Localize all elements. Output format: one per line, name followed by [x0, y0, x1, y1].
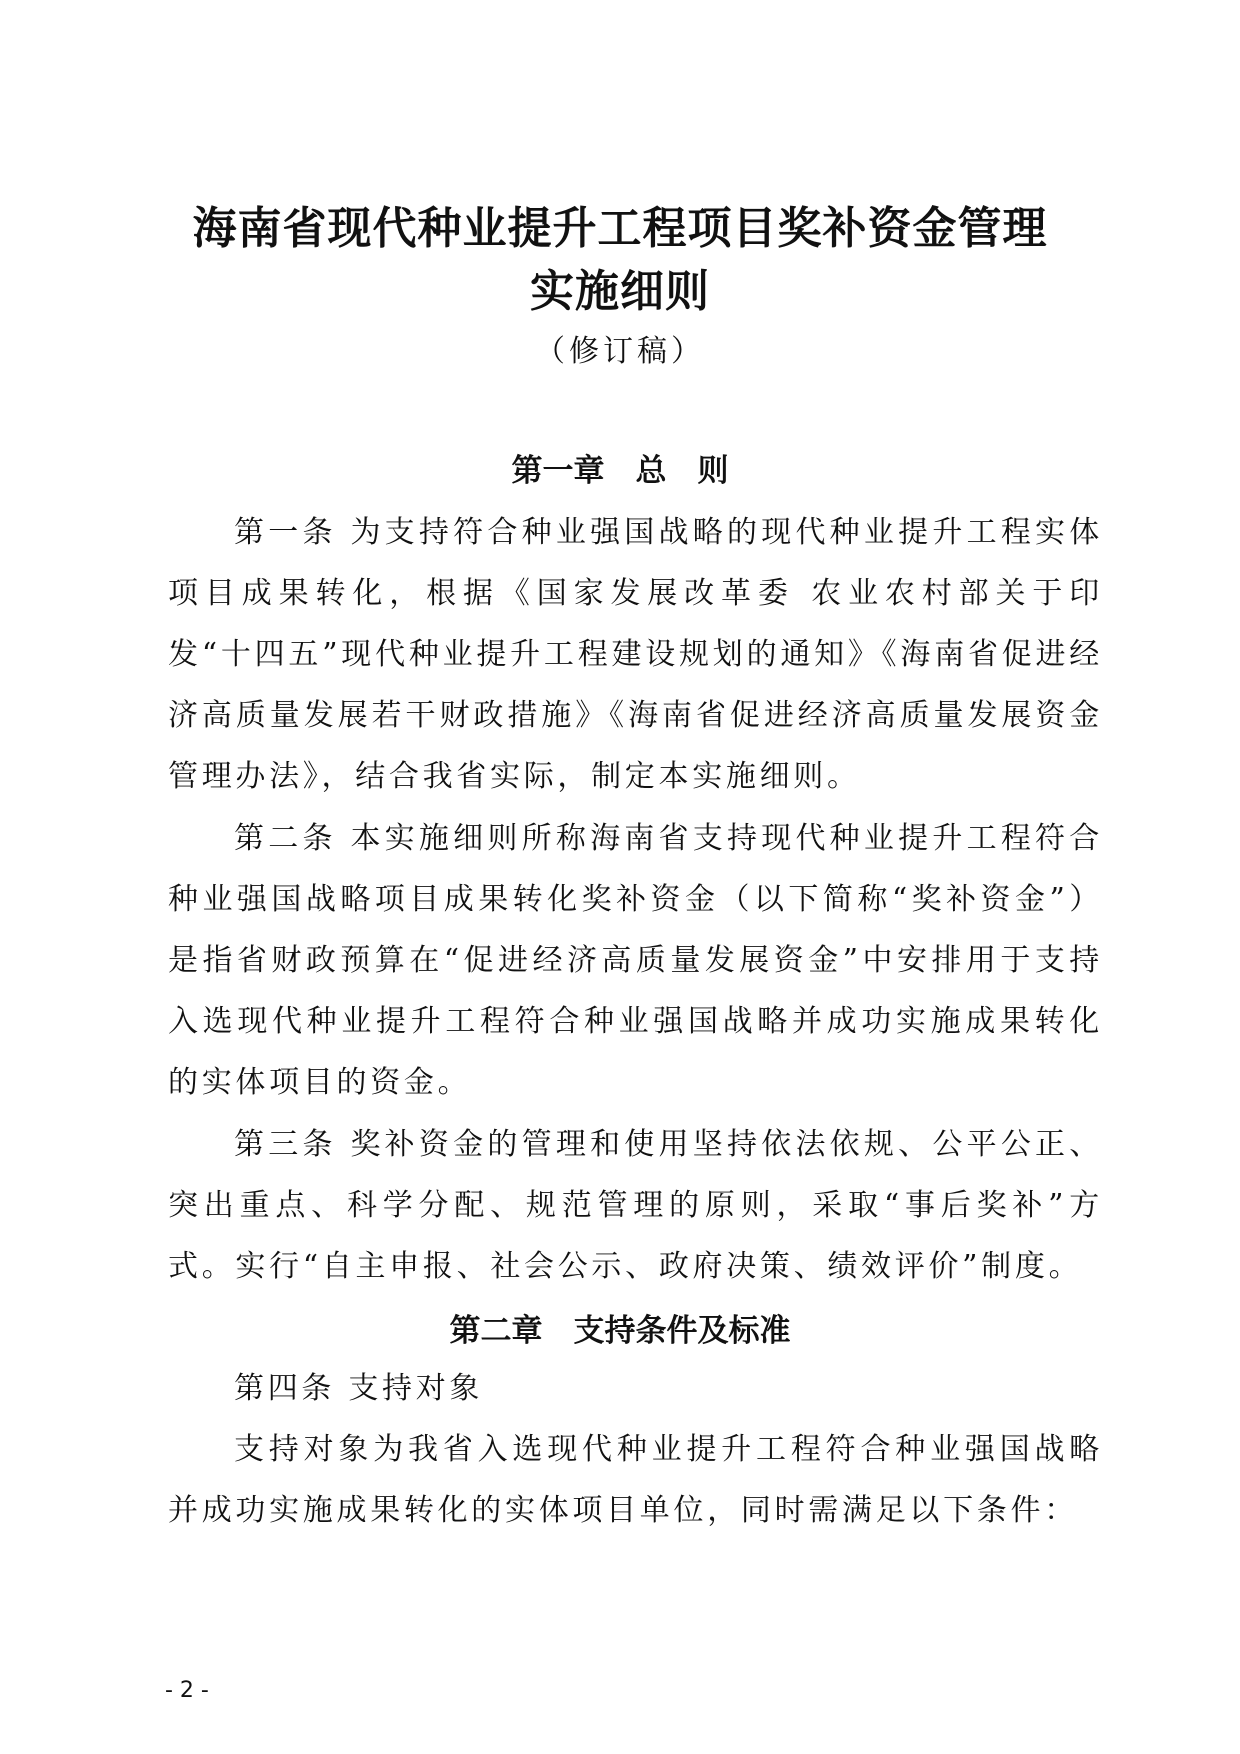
chapter2-heading: 第二章 支持条件及标准 — [449, 1313, 791, 1349]
article4-heading: 第四条 支持对象 — [234, 1371, 484, 1406]
article2-paragraph: 第二条 本实施细则所称海南省支持现代种业提升工程符合种业强国战略项目成果转化奖补资金（以下简称“奖补资金”）是指省财政预算在“促进经济高质量发展资金”中安排用于支持入选现代种业提升工程符合种业强国战略并成功实施成果转化的实体项目的资金。 — [168, 821, 1103, 1100]
article4-paragraph: 支持对象为我省入选现代种业提升工程符合种业强国战略并成功实施成果转化的实体项目单位，同时需满足以下条件： — [168, 1432, 1103, 1528]
article3-paragraph: 第三条 奖补资金的管理和使用坚持依法依规、公平公正、突出重点、科学分配、规范管理的原则，采取“事后奖补”方式。实行“自主申报、社会公示、政府决策、绩效评价”制度。 — [168, 1127, 1103, 1284]
page-number: - 2 - — [165, 1678, 209, 1703]
chapter1-heading: 第一章 总 则 — [511, 453, 729, 489]
document-subtitle: （修订稿） — [535, 334, 705, 369]
document-title-line2: 实施细则 — [530, 266, 710, 317]
document-title-line1: 海南省现代种业提升工程项目奖补资金管理 — [192, 203, 1048, 254]
article1-paragraph: 第一条 为支持符合种业强国战略的现代种业提升工程实体项目成果转化，根据《国家发展改革委 农业农村部关于印发“十四五”现代种业提升工程建设规划的通知》《海南省促进经济高质量发展若干财政措施》《海南省促进经济高质量发展资金管理办法》，结合我省实际，制定本实施细则。 — [168, 515, 1103, 794]
